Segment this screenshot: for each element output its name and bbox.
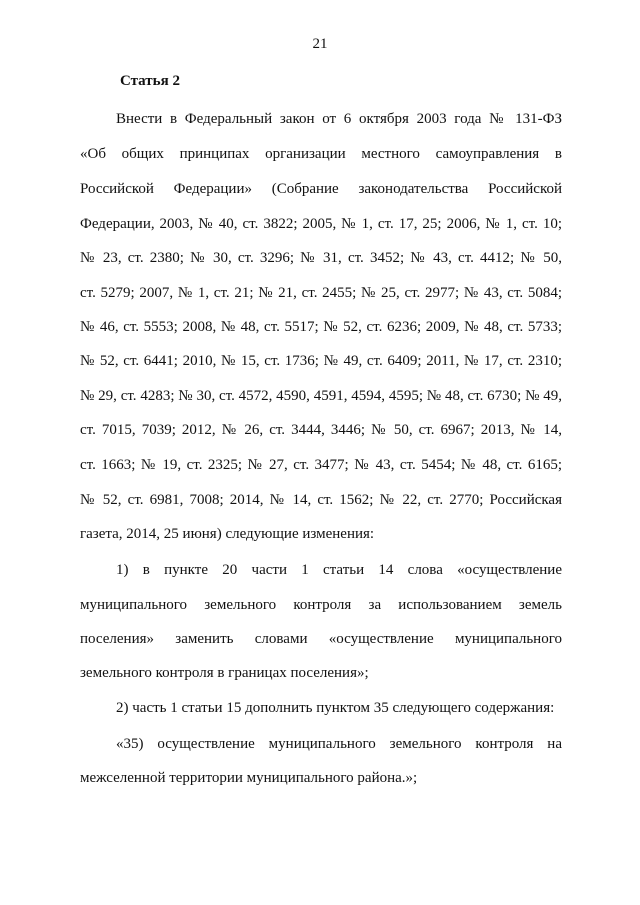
- paragraph-line: № 52, ст. 6981, 7008; 2014, № 14, ст. 1562; № 22, ст. 2770; Российская: [80, 492, 562, 508]
- paragraph-line: ст. 1663; № 19, ст. 2325; № 27, ст. 3477; № 43, ст. 5454; № 48, ст. 6165;: [80, 457, 562, 473]
- paragraph-line: «Об общих принципах организации местного самоуправления в: [80, 146, 562, 162]
- paragraph-line: муниципального земельного контроля за использованием земель: [80, 597, 562, 613]
- page-number: 21: [312, 36, 328, 52]
- paragraph-line: межселенной территории муниципального района.»;: [80, 770, 418, 786]
- paragraph-line: «35) осуществление муниципального земельного контроля на: [116, 736, 562, 752]
- paragraph-line: 1) в пункте 20 части 1 статьи 14 слова «осуществление: [116, 562, 562, 578]
- paragraph-line: газета, 2014, 25 июня) следующие изменения:: [80, 526, 375, 542]
- paragraph-line: Федерации, 2003, № 40, ст. 3822; 2005, № 1, ст. 17, 25; 2006, № 1, ст. 10;: [80, 216, 562, 232]
- paragraph-line: Внести в Федеральный закон от 6 октября 2003 года № 131-ФЗ: [116, 111, 562, 127]
- paragraph-line: Российской Федерации» (Собрание законодательства Российской: [80, 181, 562, 197]
- paragraph-line: 2) часть 1 статьи 15 дополнить пунктом 35 следующего содержания:: [116, 700, 555, 716]
- paragraph-line: земельного контроля в границах поселения»;: [80, 665, 369, 681]
- paragraph-line: ст. 7015, 7039; 2012, № 26, ст. 3444, 3446; № 50, ст. 6967; 2013, № 14,: [80, 422, 562, 438]
- paragraph-line: № 52, ст. 6441; 2010, № 15, ст. 1736; № 49, ст. 6409; 2011, № 17, ст. 2310;: [80, 353, 562, 369]
- paragraph-line: № 23, ст. 2380; № 30, ст. 3296; № 31, ст. 3452; № 43, ст. 4412; № 50,: [80, 250, 562, 266]
- article-heading: Статья 2: [120, 73, 180, 89]
- paragraph-line: № 46, ст. 5553; 2008, № 48, ст. 5517; № 52, ст. 6236; 2009, № 48, ст. 5733;: [80, 319, 562, 335]
- paragraph-line: № 29, ст. 4283; № 30, ст. 4572, 4590, 4591, 4594, 4595; № 48, ст. 6730; № 49,: [80, 388, 562, 404]
- paragraph-line: поселения» заменить словами «осуществление муниципального: [80, 631, 562, 647]
- paragraph-line: ст. 5279; 2007, № 1, ст. 21; № 21, ст. 2455; № 25, ст. 2977; № 43, ст. 5084;: [80, 285, 562, 301]
